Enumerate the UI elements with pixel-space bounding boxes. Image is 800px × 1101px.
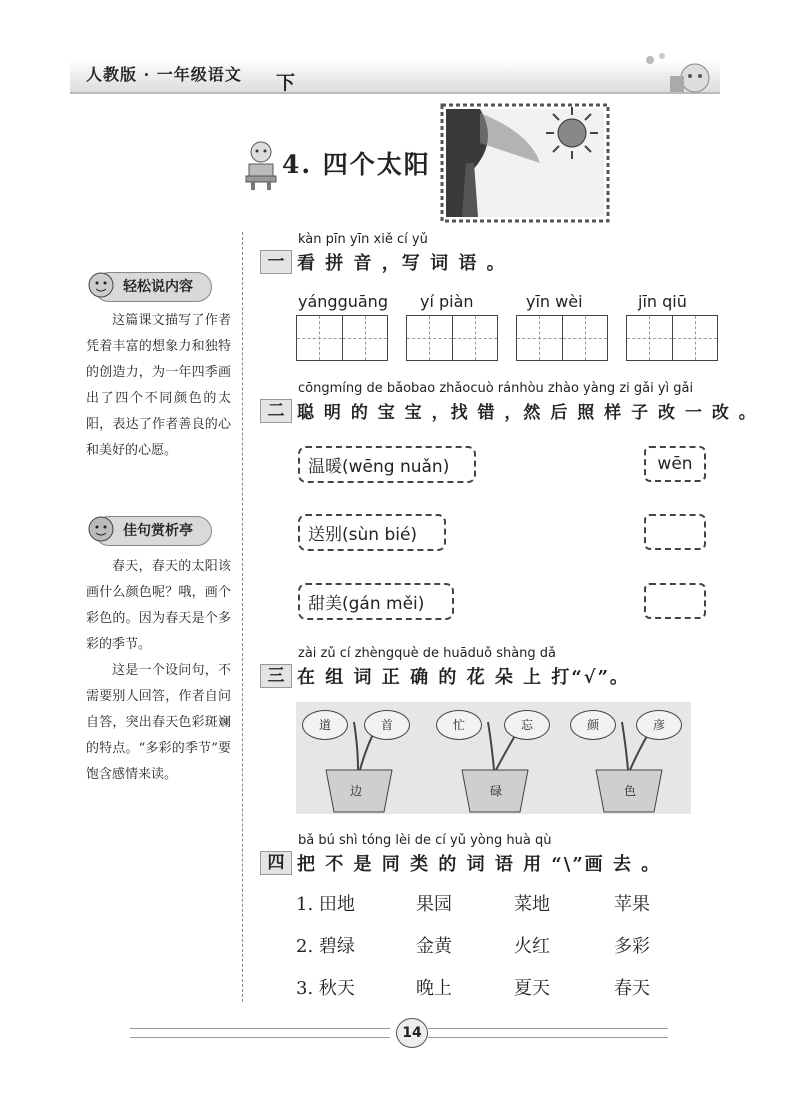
q4-word[interactable]: 金黄 xyxy=(416,936,452,957)
q1-writing-box[interactable] xyxy=(406,315,498,361)
cartoon-decoration-icon xyxy=(640,50,720,100)
q1-item-pinyin: yīn wèi xyxy=(526,292,583,311)
sidebar-heading-sentence: 佳句赏析亭 xyxy=(94,516,212,546)
flower-petal-option[interactable]: 忘 xyxy=(504,710,550,740)
reading-child-icon xyxy=(243,138,279,190)
flower-pot-char: 边 xyxy=(349,784,362,798)
header-title: 人教版 · 一年级语文 xyxy=(86,65,242,84)
footer-line xyxy=(130,1028,390,1038)
q1-number: 一 xyxy=(260,250,292,274)
q1-pinyin: kàn pīn yīn xiě cí yǔ xyxy=(298,232,428,247)
footer-line xyxy=(428,1028,668,1038)
cartoon-girl-icon xyxy=(86,270,116,300)
flower-petal-option[interactable]: 忙 xyxy=(436,710,482,740)
q4-number: 四 xyxy=(260,851,292,875)
q4-word[interactable]: 晚上 xyxy=(416,978,452,999)
q2-answer-box[interactable] xyxy=(644,583,706,619)
q1-item-pinyin: yángguāng xyxy=(298,292,388,311)
q2-word-box: 温暖(wēng nuǎn) xyxy=(298,446,476,483)
volume-mark: 下 xyxy=(276,72,296,94)
q1-item-pinyin: jīn qiū xyxy=(638,292,687,311)
q4-word[interactable]: 春天 xyxy=(614,978,650,999)
q1-writing-box[interactable] xyxy=(296,315,388,361)
flower-petal-option[interactable]: 道 xyxy=(302,710,348,740)
q3-instruction: 在 组 词 正 确 的 花 朵 上 打“√”。 xyxy=(297,667,630,688)
q2-instruction: 聪 明 的 宝 宝 ，找 错 ，然 后 照 样 子 改 一 改 。 xyxy=(297,403,758,423)
column-divider xyxy=(242,232,243,1002)
q2-word-box: 送别(sùn bié) xyxy=(298,514,446,551)
q2-pinyin: cōngmíng de bǎobao zhǎocuò ránhòu zhào yàng zi gǎi yì gǎi xyxy=(298,381,694,396)
q4-word[interactable]: 火红 xyxy=(514,936,550,957)
q2-word-box: 甜美(gán měi) xyxy=(298,583,454,620)
q1-writing-box[interactable] xyxy=(516,315,608,361)
q4-word[interactable]: 1. 田地 xyxy=(296,894,355,915)
q4-pinyin: bǎ bú shì tóng lèi de cí yǔ yòng huà qù xyxy=(298,833,552,848)
flower-petal-option[interactable]: 首 xyxy=(364,710,410,740)
q2-answer-box[interactable] xyxy=(644,514,706,550)
cartoon-boy-icon xyxy=(86,514,116,544)
q2-answer-box[interactable]: wēn xyxy=(644,446,706,482)
lesson-title: 4. 四个太阳 xyxy=(282,150,431,179)
sidebar-heading-content: 轻松说内容 xyxy=(94,272,212,302)
page-header xyxy=(0,0,800,110)
q1-item-pinyin: yí piàn xyxy=(420,292,474,311)
sidebar-analysis-text: 这是一个设问句，不需要别人回答，作者自问自答，突出春天色彩斑斓的特点。“多彩的季节”要饱含感情来读。 xyxy=(86,663,231,782)
sun-tree-illustration xyxy=(440,103,610,223)
q4-instruction: 把 不 是 同 类 的 词 语 用 “\”画 去 。 xyxy=(297,854,662,875)
q4-word[interactable]: 菜地 xyxy=(514,894,550,915)
q1-writing-box[interactable] xyxy=(626,315,718,361)
q4-word[interactable]: 苹果 xyxy=(614,894,650,915)
q1-instruction: 看 拼 音 ，写 词 语 。 xyxy=(297,253,507,274)
sidebar-content-text: 这篇课文描写了作者凭着丰富的想象力和独特的创造力，为一年四季画出了四个不同颜色的太阳，表达了作者善良的心和美好的心愿。 xyxy=(86,313,231,458)
flower-pot-char: 碌 xyxy=(489,784,502,798)
q4-word[interactable]: 3. 秋天 xyxy=(296,978,355,999)
q3-pinyin: zài zǔ cí zhèngquè de huāduǒ shàng dǎ xyxy=(298,646,557,661)
q4-word[interactable]: 夏天 xyxy=(514,978,550,999)
q4-word[interactable]: 多彩 xyxy=(614,936,650,957)
q3-number: 三 xyxy=(260,664,292,688)
sidebar-quote-text: 春天，春天的太阳该画什么颜色呢？哦，画个彩色的。因为春天是个多彩的季节。 xyxy=(86,559,231,652)
q2-number: 二 xyxy=(260,399,292,423)
q4-word[interactable]: 果园 xyxy=(416,894,452,915)
page-number: 14 xyxy=(396,1018,428,1048)
q4-word[interactable]: 2. 碧绿 xyxy=(296,936,355,957)
flower-petal-option[interactable]: 颜 xyxy=(570,710,616,740)
flower-petal-option[interactable]: 彦 xyxy=(636,710,682,740)
flower-pot-char: 色 xyxy=(623,784,636,798)
